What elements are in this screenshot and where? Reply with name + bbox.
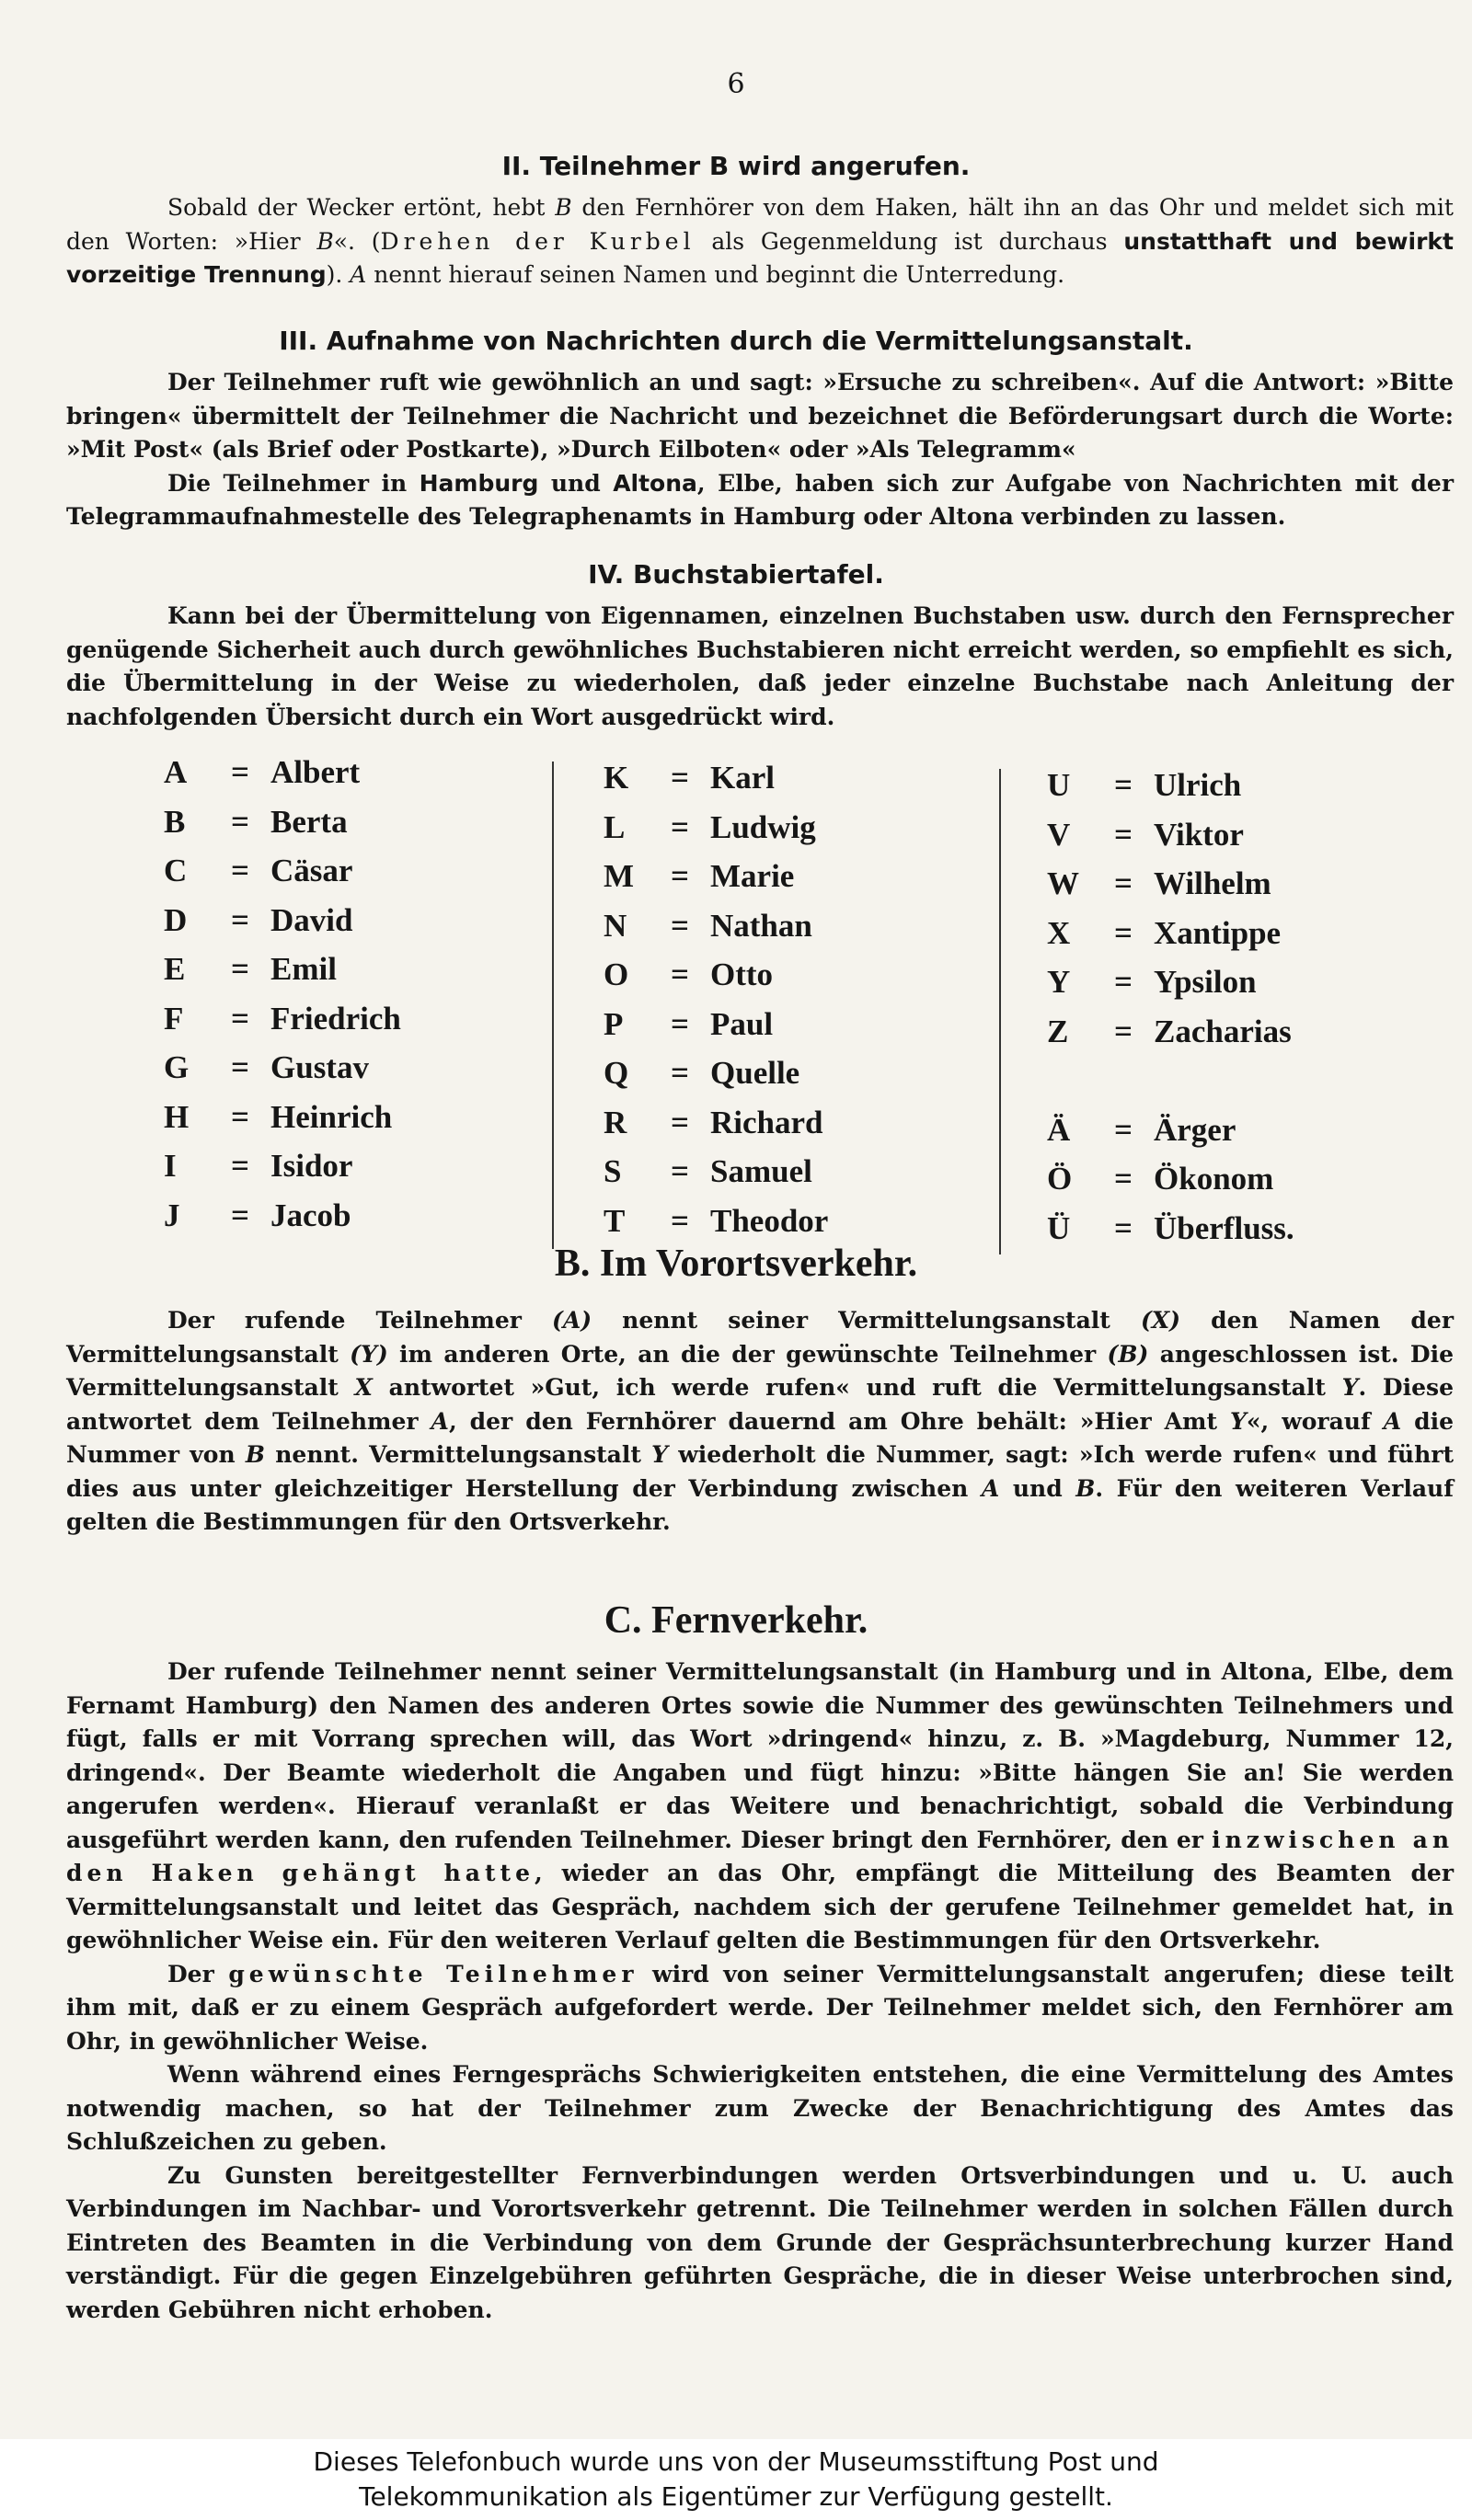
equals-sign: = — [1114, 816, 1133, 853]
spelling-word: Ökonom — [1154, 1161, 1274, 1197]
section-iv-paragraph: Kann bei der Übermittelung von Eigennamen, einzelnen Buchstaben usw. durch den Fernsprecher genügende Sicherheit auch durch gewöhnliches Buchstabieren nicht erreicht werden, so empfiehlt es sich, die Übermittelung in der Weise zu wiederholen, daß jeder einzelne Buchstabe nach Anleitung der nachfolgenden Übersicht durch ein Wort ausgedrückt wird. — [66, 602, 1454, 730]
spelling-letter: A — [164, 754, 188, 790]
spelling-letter: R — [604, 1104, 627, 1140]
spelling-word: Überfluss. — [1154, 1209, 1294, 1246]
spelling-word: Marie — [710, 858, 795, 894]
spelling-word: Cäsar — [270, 853, 353, 888]
column-divider-1 — [552, 762, 554, 1249]
spelling-row-H — [164, 1099, 392, 1136]
section-c-paragraph-4: Zu Gunsten bereitgestellter Fernverbindungen werden Ortsverbindungen und u. U. auch Verbindungen im Nachbar- und Vorortsverkehr getrennt. Die Teilnehmer werden in solchen Fällen durch Eintreten des Beamten in die Verbindung von dem Grunde der Gesprächsunterbrechung kurzer Hand verständigt. Für die gegen Einzelgebühren geführten Gespräche, die in dieser Weise unterbrochen sind, werden Gebühren nicht erhoben. — [66, 2161, 1454, 2323]
spelling-word: Gustav — [270, 1049, 369, 1085]
footer-line-1: Dieses Telefonbuch wurde uns von der Museumsstiftung Post und — [313, 2446, 1159, 2477]
spelling-letter: U — [1047, 767, 1071, 803]
spelling-word: Xantippe — [1154, 914, 1282, 951]
section-b-heading: B. Im Vorortsverkehr. — [554, 1243, 918, 1285]
spelling-row-K — [604, 760, 775, 796]
spelling-row-O — [604, 956, 773, 993]
section-c-paragraph-1: Der rufende Teilnehmer nennt seiner Vermittelungsanstalt (in Hamburg und in Altona, Elbe, dem Fernamt Hamburg) den Namen des anderen Ortes sowie die Nummer des gewünschten Teilnehmers und fügt, falls er mit Vorrang sprechen will, das Wort »dringend« hinzu, z. B. »Magdeburg, Nummer 12, dringend«. Der Beamte wiederholt die Angaben und fügt hinzu: »Bitte hängen Sie an! Sie werden angerufen werden«. Hierauf veranlaßt er das Weitere und benachrichtigt, sobald die Verbindung ausgeführt werden kann, den rufenden Teilnehmer. Dieser bringt den Fernhörer, den er inzwischen an den Haken gehängt hatte, wieder an das Ohr, empfängt die Mitteilung des Beamten der Vermittelungsanstalt und leitet das Gespräch, nachdem sich der gerufene Teilnehmer gemeldet hat, in gewöhnlicher Weise ein. Für den weiteren Verlauf gelten die Bestimmungen für den Ortsverkehr. — [66, 1658, 1454, 1953]
section-iii-body — [66, 366, 1454, 534]
spelling-word: Albert — [270, 754, 361, 790]
spelling-word: Friedrich — [270, 1000, 401, 1037]
spelling-letter: B — [164, 803, 186, 840]
spelling-word: David — [270, 901, 353, 938]
spelling-word: Heinrich — [270, 1098, 393, 1135]
spelling-letter: L — [604, 808, 626, 845]
spelling-row-I — [164, 1148, 352, 1185]
spelling-row-T — [604, 1203, 828, 1240]
spelling-word: Wilhelm — [1154, 865, 1271, 901]
spelling-letter: Y — [1047, 964, 1071, 1000]
section-b-paragraph: Der rufende Teilnehmer (A) nennt seiner Vermittelungsanstalt (X) den Namen der Vermittelungsanstalt (Y) im anderen Orte, an die der gewünschte Teilnehmer (B) angeschlossen ist. Die Vermittelungsanstalt X antwortet »Gut, ich werde rufen« und ruft die Vermittelungsanstalt Y. Diese antwortet dem Teilnehmer A, der den Fernhörer dauernd am Ohre behält: »Hier Amt Y«, worauf A die Nummer von B nennt. Vermittelungsanstalt Y wiederholt die Nummer, sagt: »Ich werde rufen« und führt dies aus unter gleichzeitiger Herstellung der Verbindung zwischen A und B. Für den weiteren Verlauf gelten die Bestimmungen für den Ortsverkehr. — [66, 1307, 1455, 1535]
spelling-row-W — [1047, 865, 1271, 902]
spelling-word: Berta — [270, 803, 348, 840]
footer-notice — [0, 2439, 1472, 2520]
equals-sign: = — [671, 808, 689, 845]
spelling-row-G — [164, 1049, 369, 1086]
equals-sign: = — [231, 951, 249, 987]
spelling-letter: P — [604, 1005, 624, 1042]
spelling-row-X — [1047, 915, 1281, 952]
spelling-word: Theodor — [710, 1202, 829, 1239]
spelling-letter: F — [164, 1000, 184, 1037]
section-c-heading: C. Fernverkehr. — [604, 1599, 868, 1642]
spelling-letter: W — [1047, 865, 1079, 901]
equals-sign: = — [671, 858, 689, 894]
spelling-letter: N — [604, 907, 627, 944]
equals-sign: = — [231, 1000, 249, 1037]
spelling-word: Ärger — [1154, 1111, 1236, 1148]
spelling-row-N — [604, 908, 812, 945]
equals-sign: = — [671, 760, 689, 796]
spelling-letter: O — [604, 956, 629, 992]
spelling-row-R — [604, 1105, 823, 1141]
spelling-word: Ulrich — [1154, 767, 1242, 803]
equals-sign: = — [671, 1153, 689, 1189]
equals-sign: = — [231, 754, 249, 790]
section-iv-heading: IV. Buchstabiertafel. — [588, 559, 884, 590]
spelling-letter: Z — [1047, 1013, 1069, 1049]
spelling-row-V — [1047, 817, 1244, 853]
section-c-body — [66, 1655, 1454, 2327]
spelling-row-U — [1047, 767, 1241, 804]
equals-sign: = — [1114, 767, 1133, 803]
equals-sign: = — [671, 1055, 689, 1091]
spelling-letter: Ö — [1047, 1161, 1073, 1197]
spelling-word: Zacharias — [1154, 1013, 1292, 1049]
spelling-row-Z — [1047, 1014, 1292, 1050]
spelling-letter: S — [604, 1153, 622, 1189]
section-ii-paragraph: Sobald der Wecker ertönt, hebt B den Fernhörer von dem Haken, hält ihn an das Ohr und meldet sich mit den Worten: »Hier B«. (Drehen der Kurbel als Gegenmeldung ist durchaus unstatthaft und bewirkt vorzeitige Trennung). A nennt hierauf seinen Namen und beginnt die Unterredung. — [66, 194, 1455, 288]
spelling-word: Otto — [710, 956, 774, 992]
column-divider-2 — [999, 769, 1001, 1254]
spelling-row-E — [164, 951, 337, 988]
spelling-letter: E — [164, 951, 186, 987]
spelling-word: Jacob — [270, 1197, 351, 1233]
spelling-word: Isidor — [270, 1148, 353, 1184]
spelling-letter: C — [164, 853, 188, 888]
equals-sign: = — [671, 1202, 689, 1239]
spelling-letter: Ü — [1047, 1209, 1071, 1246]
spelling-word: Paul — [710, 1005, 774, 1042]
spelling-row-P — [604, 1006, 773, 1043]
spelling-row-D — [164, 902, 352, 939]
spelling-letter: Ä — [1047, 1111, 1071, 1148]
spelling-word: Viktor — [1154, 816, 1244, 853]
equals-sign: = — [231, 803, 249, 840]
equals-sign: = — [671, 1104, 689, 1140]
equals-sign: = — [1114, 865, 1133, 901]
spelling-word: Ludwig — [710, 808, 816, 845]
equals-sign: = — [1114, 914, 1133, 951]
spelling-row-J — [164, 1197, 351, 1234]
section-ii-heading: II. Teilnehmer B wird angerufen. — [501, 151, 971, 181]
spelling-row-S — [604, 1153, 812, 1190]
spelling-row-Ä — [1047, 1112, 1236, 1149]
section-iv-body — [66, 600, 1454, 734]
equals-sign: = — [671, 1005, 689, 1042]
equals-sign: = — [671, 907, 689, 944]
equals-sign: = — [231, 1049, 249, 1085]
spelling-row-M — [604, 858, 794, 895]
spelling-letter: V — [1047, 816, 1071, 853]
section-c-paragraph-2: Der gewünschte Teilnehmer wird von seiner Vermittelungsanstalt angerufen; diese teilt ihm mit, daß er zu einem Gespräch aufgefordert werde. Der Teilnehmer meldet sich, den Fernhörer am Ohr, in gewöhnlicher Weise. — [66, 1960, 1454, 2055]
section-ii-body — [66, 191, 1454, 292]
section-iii-heading: III. Aufnahme von Nachrichten durch die Vermittelungsanstalt. — [279, 326, 1193, 356]
spelling-letter: H — [164, 1098, 190, 1135]
spelling-word: Emil — [270, 951, 337, 987]
spelling-letter: T — [604, 1202, 626, 1239]
spelling-row-C — [164, 853, 352, 889]
equals-sign: = — [231, 1148, 249, 1184]
section-c-paragraph-3: Wenn während eines Ferngesprächs Schwierigkeiten entstehen, die eine Vermittelung des Amtes notwendig machen, so hat der Teilnehmer zum Zwecke der Benachrichtigung des Amtes das Schlußzeichen zu geben. — [66, 2061, 1454, 2155]
equals-sign: = — [231, 1197, 249, 1233]
equals-sign: = — [1114, 1111, 1133, 1148]
section-iii-paragraph-1: Der Teilnehmer ruft wie gewöhnlich an und sagt: »Ersuche zu schreiben«. Auf die Antwort: »Bitte bringen« übermittelt der Teilnehmer die Nachricht und bezeichnet die Beförderungsart durch die Worte: »Mit Post« (als Brief oder Postkarte), »Durch Eilboten« oder »Als Telegramm« — [66, 369, 1454, 463]
spelling-letter: J — [164, 1197, 180, 1233]
section-iii-paragraph-2: Die Teilnehmer in Hamburg und Altona, Elbe, haben sich zur Aufgabe von Nachrichten mit der Telegrammaufnahmestelle des Telegraphenamts in Hamburg oder Altona verbinden zu lassen. — [66, 469, 1454, 530]
spelling-row-B — [164, 804, 348, 841]
spelling-letter: X — [1047, 914, 1071, 951]
spelling-letter: I — [164, 1148, 177, 1184]
spelling-word: Ypsilon — [1154, 964, 1257, 1000]
equals-sign: = — [1114, 1013, 1133, 1049]
equals-sign: = — [1114, 1209, 1133, 1246]
equals-sign: = — [231, 853, 249, 888]
spelling-word: Nathan — [710, 907, 812, 944]
equals-sign: = — [231, 901, 249, 938]
equals-sign: = — [1114, 964, 1133, 1000]
spelling-word: Karl — [710, 760, 775, 796]
equals-sign: = — [1114, 1161, 1133, 1197]
footer-line-2: Telekommunikation als Eigentümer zur Verfügung gestellt. — [359, 2481, 1113, 2512]
equals-sign: = — [231, 1098, 249, 1135]
section-b-body — [66, 1304, 1454, 1540]
spelling-word: Quelle — [710, 1055, 800, 1091]
equals-sign: = — [671, 956, 689, 992]
spelling-row-F — [164, 1001, 401, 1037]
spelling-row-Ö — [1047, 1161, 1273, 1197]
spelling-row-Y — [1047, 964, 1257, 1001]
spelling-row-L — [604, 809, 816, 846]
spelling-letter: G — [164, 1049, 190, 1085]
spelling-row-A — [164, 754, 360, 791]
spelling-letter: M — [604, 858, 635, 894]
spelling-row-Q — [604, 1055, 799, 1092]
spelling-letter: K — [604, 760, 629, 796]
spelling-word: Richard — [710, 1104, 823, 1140]
page-number: 6 — [727, 68, 745, 100]
spelling-letter: D — [164, 901, 188, 938]
spelling-letter: Q — [604, 1055, 629, 1091]
spelling-word: Samuel — [710, 1153, 812, 1189]
